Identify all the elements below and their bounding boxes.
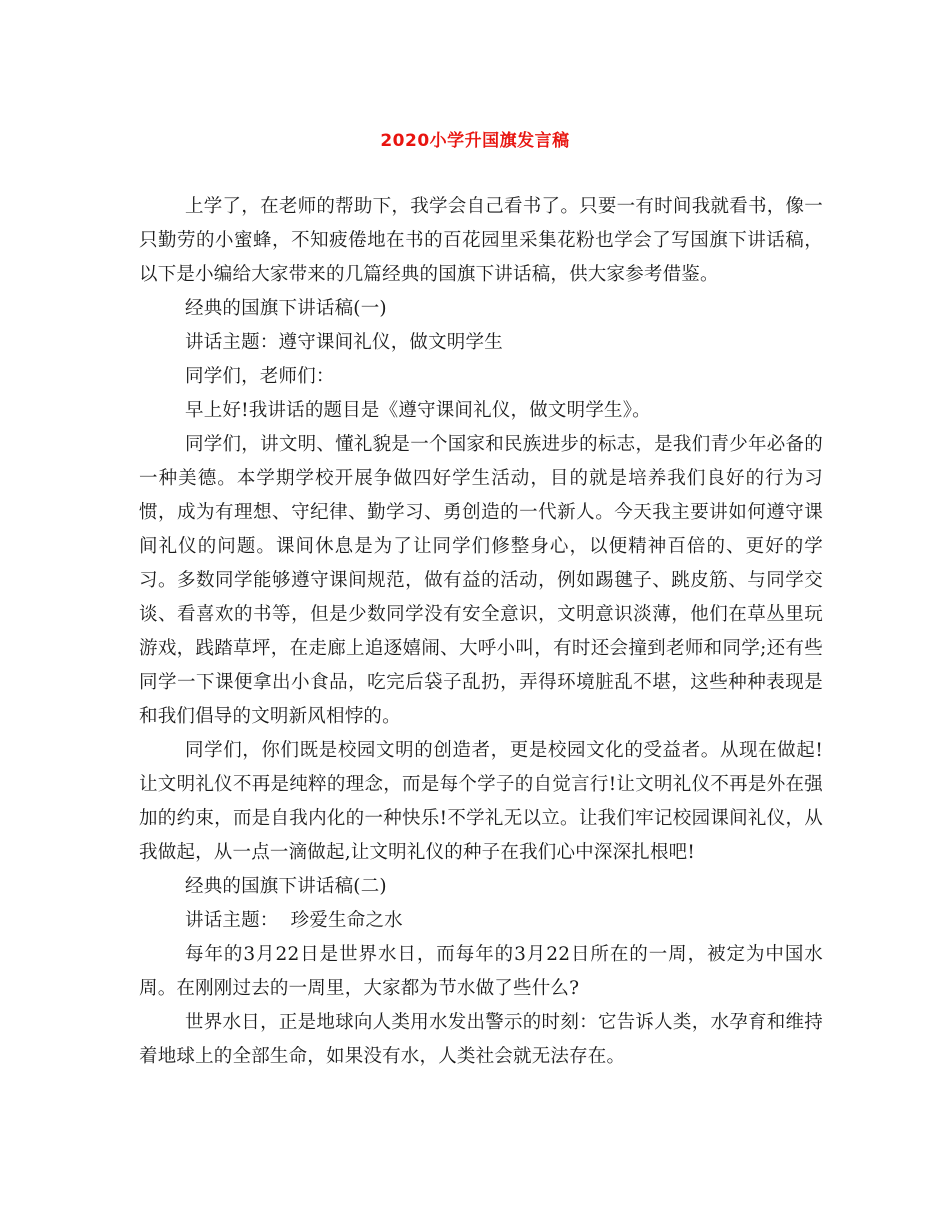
speech-topic-2: 讲话主题： 珍爱生命之水 bbox=[185, 910, 403, 931]
paragraph-intro: 上学了，在老师的帮助下，我学会自己看书了。只要一有时间我就看书，像一只勤劳的小蜜蜂，不知疲倦地在书的百花园里采集花粉也学会了写国旗下讲话稿，以下是小编给大家带来的几篇经典的国旗下讲话稿，供大家参考借鉴。 bbox=[139, 196, 823, 285]
document-title: 2020小学升国旗发言稿 bbox=[380, 131, 570, 151]
salutation: 同学们，老师们： bbox=[185, 366, 335, 387]
speech-topic-1: 讲话主题：遵守课间礼仪，做文明学生 bbox=[185, 332, 503, 353]
paragraph-body-2: 同学们，你们既是校园文明的创造者，更是校园文化的受益者。从现在做起!让文明礼仪不再是纯粹的理念，而是每个学子的自觉言行!让文明礼仪不再是外在强加的约束，而是自我内化的一种快乐!不学礼无以立。让我们牢记校园课间礼仪，从我做起，从一点一滴做起,让文明礼仪的种子在我们心中深深扎根吧! bbox=[139, 740, 823, 863]
section-heading-2: 经典的国旗下讲话稿(二) bbox=[185, 876, 387, 897]
paragraph-body-3: 每年的3月22日是世界水日，而每年的3月22日所在的一周，被定为中国水周。在刚刚过去的一周里，大家都为节水做了些什么? bbox=[139, 944, 823, 999]
greeting-line: 早上好!我讲话的题目是《遵守课间礼仪，做文明学生》。 bbox=[185, 400, 651, 421]
section-heading-1: 经典的国旗下讲话稿(一) bbox=[185, 298, 387, 319]
document-body bbox=[139, 190, 823, 1074]
paragraph-body-4: 世界水日，正是地球向人类用水发出警示的时刻：它告诉人类，水孕育和维持着地球上的全部生命，如果没有水，人类社会就无法存在。 bbox=[139, 1012, 823, 1067]
paragraph-body-1: 同学们，讲文明、懂礼貌是一个国家和民族进步的标志，是我们青少年必备的一种美德。本学期学校开展争做四好学生活动，目的就是培养我们良好的行为习惯，成为有理想、守纪律、勤学习、勇创造的一代新人。今天我主要讲如何遵守课间礼仪的问题。课间休息是为了让同学们修整身心，以便精神百倍的、更好的学习。多数同学能够遵守课间规范，做有益的活动，例如踢毽子、跳皮筋、与同学交谈、看喜欢的书等，但是少数同学没有安全意识，文明意识淡薄，他们在草丛里玩游戏，践踏草坪，在走廊上追逐嬉闹、大呼小叫，有时还会撞到老师和同学;还有些同学一下课便拿出小食品，吃完后袋子乱扔，弄得环境脏乱不堪，这些种种表现是和我们倡导的文明新风相悖的。 bbox=[139, 434, 823, 727]
